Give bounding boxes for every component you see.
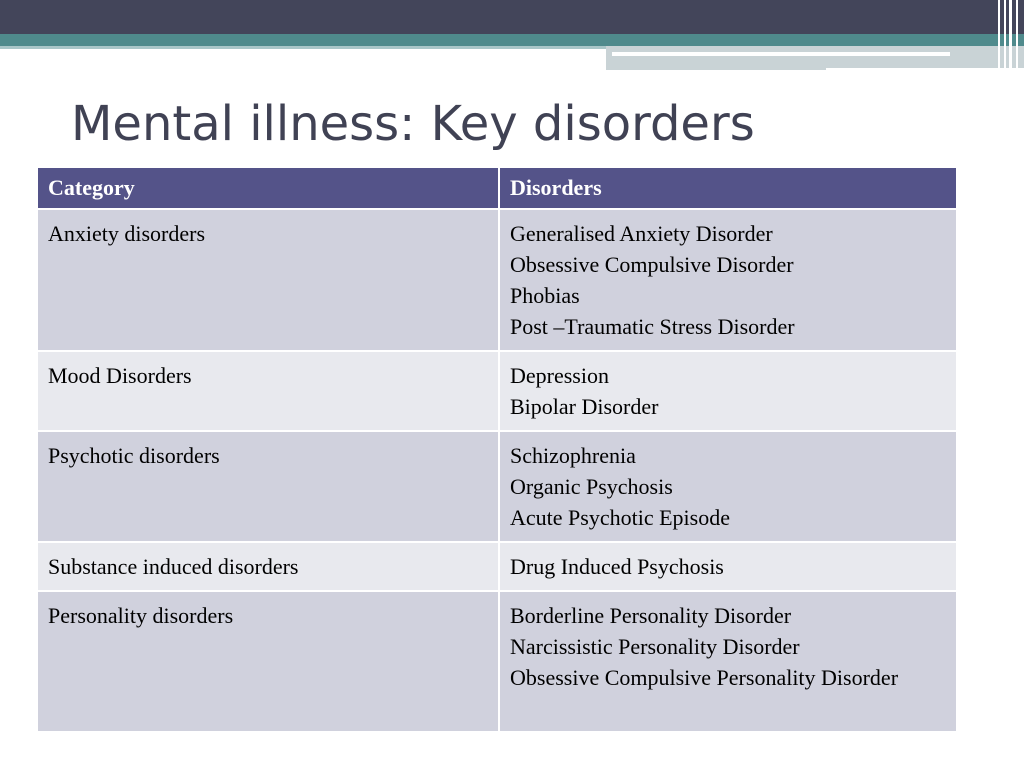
disorder-item: Schizophrenia	[510, 443, 636, 468]
table-header-row	[37, 167, 957, 209]
slide-title: Mental illness: Key disorders	[71, 96, 755, 152]
disorders-cell	[499, 351, 957, 431]
disorder-item: Depression	[510, 363, 609, 388]
disorder-item: Obsessive Compulsive Personality Disorder	[510, 665, 899, 690]
table-row	[37, 209, 957, 351]
header-band-teal	[0, 34, 1024, 46]
disorder-item: Organic Psychosis	[510, 474, 673, 499]
disorder-item: Post –Traumatic Stress Disorder	[510, 314, 795, 339]
table-body	[37, 209, 957, 732]
disorder-item: Obsessive Compulsive Disorder	[510, 252, 794, 277]
header-vertical-stripes	[994, 0, 1024, 70]
category-cell: Anxiety disorders	[37, 209, 499, 351]
disorder-item: Narcissistic Personality Disorder	[510, 634, 800, 659]
category-cell: Personality disorders	[37, 591, 499, 732]
disorders-table	[36, 166, 958, 733]
disorders-cell	[499, 542, 957, 591]
table-row	[37, 542, 957, 591]
category-cell: Substance induced disorders	[37, 542, 499, 591]
category-cell: Psychotic disorders	[37, 431, 499, 542]
disorders-cell	[499, 209, 957, 351]
disorders-cell	[499, 591, 957, 732]
category-cell: Mood Disorders	[37, 351, 499, 431]
disorder-item: Drug Induced Psychosis	[510, 554, 724, 579]
disorders-cell	[499, 431, 957, 542]
header-band-grey-line	[606, 68, 826, 70]
header-band-dark	[0, 0, 1024, 34]
table-row	[37, 591, 957, 732]
header-band-grey	[606, 46, 1024, 68]
header-band-grey-inner	[612, 52, 950, 56]
disorder-item: Bipolar Disorder	[510, 394, 659, 419]
header-disorders: Disorders	[499, 167, 957, 209]
header-band-teal-light	[0, 46, 608, 49]
disorder-item: Borderline Personality Disorder	[510, 603, 792, 628]
disorder-item: Generalised Anxiety Disorder	[510, 221, 773, 246]
table-row	[37, 351, 957, 431]
disorder-item: Acute Psychotic Episode	[510, 505, 730, 530]
table-row	[37, 431, 957, 542]
disorder-item: Phobias	[510, 283, 580, 308]
header-category: Category	[37, 167, 499, 209]
